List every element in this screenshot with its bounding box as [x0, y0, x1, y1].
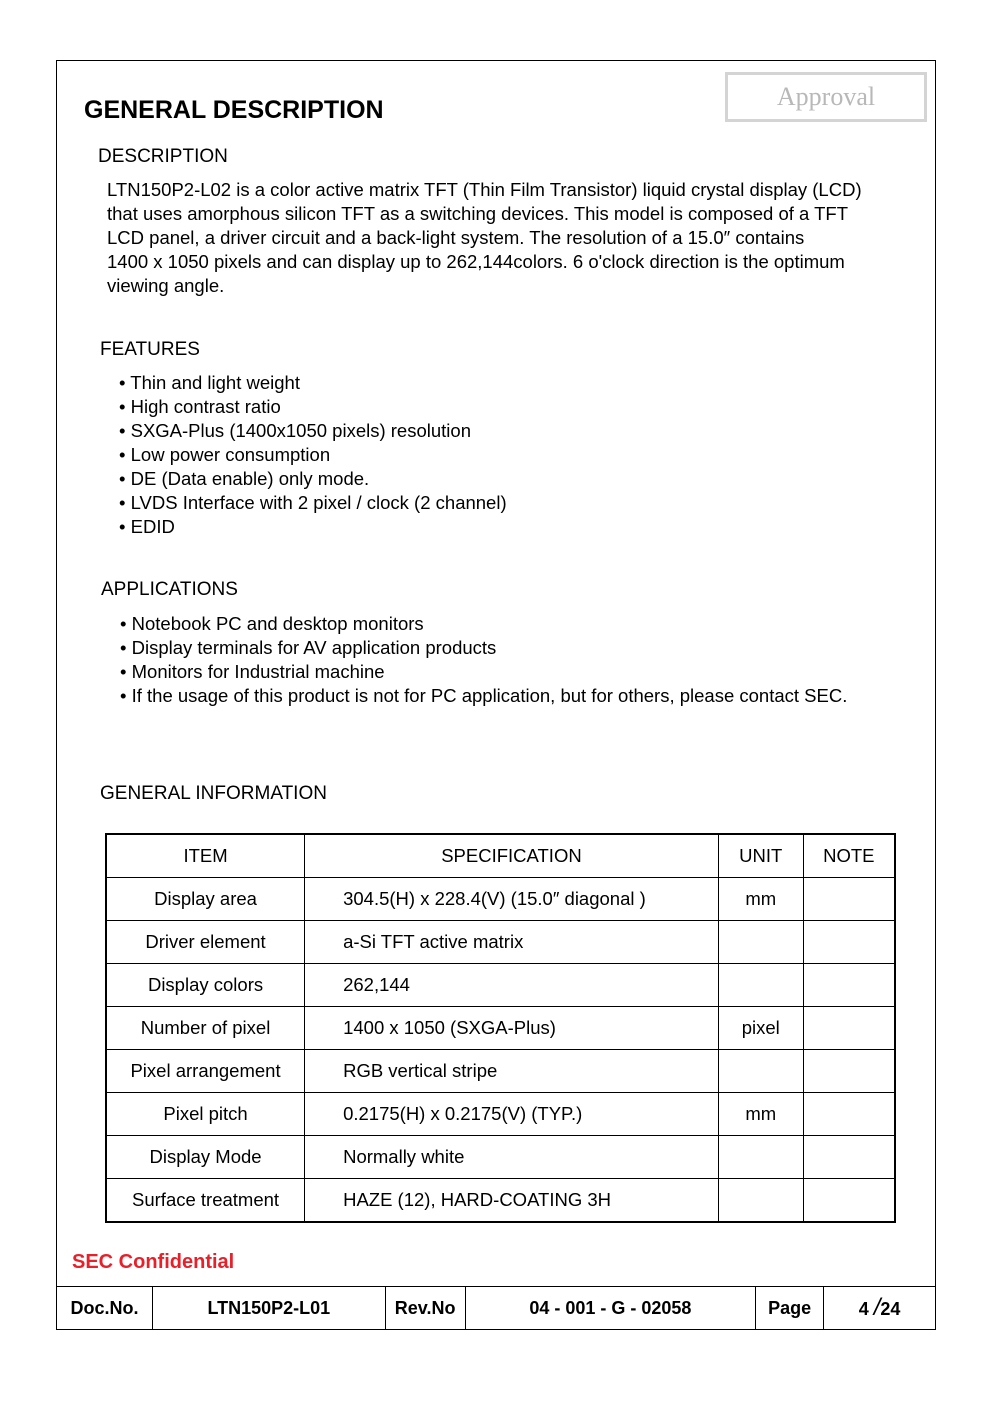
cell-unit: pixel — [718, 1007, 803, 1050]
rev-no-label: Rev.No — [385, 1287, 465, 1330]
list-item: • Low power consumption — [119, 444, 331, 465]
list-item: • Display terminals for AV application products — [120, 637, 497, 658]
cell-spec: 1400 x 1050 (SXGA-Plus) — [305, 1007, 719, 1050]
cell-note — [803, 1136, 895, 1179]
header-item: ITEM — [106, 834, 305, 878]
cell-note — [803, 921, 895, 964]
cell-item: Number of pixel — [106, 1007, 305, 1050]
cell-spec: a-Si TFT active matrix — [305, 921, 719, 964]
header-spec: SPECIFICATION — [305, 834, 719, 878]
list-item: • Notebook PC and desktop monitors — [120, 613, 424, 634]
confidential-label: SEC Confidential — [72, 1251, 235, 1273]
cell-item: Driver element — [106, 921, 305, 964]
footer-row — [57, 1287, 936, 1330]
page-number — [824, 1287, 936, 1330]
list-item: • SXGA-Plus (1400x1050 pixels) resolution — [119, 420, 471, 441]
table-row — [106, 1136, 895, 1179]
cell-spec: Normally white — [305, 1136, 719, 1179]
cell-item: Display colors — [106, 964, 305, 1007]
cell-item: Surface treatment — [106, 1179, 305, 1223]
description-line: 1400 x 1050 pixels and can display up to 262,144colors. 6 o'clock direction is the optimum — [107, 251, 845, 272]
header-note: NOTE — [803, 834, 895, 878]
page-total: 24 — [880, 1299, 901, 1319]
cell-spec: 0.2175(H) x 0.2175(V) (TYP.) — [305, 1093, 719, 1136]
features-heading: FEATURES — [100, 339, 200, 360]
list-item: • DE (Data enable) only mode. — [119, 468, 370, 489]
list-item: • LVDS Interface with 2 pixel / clock (2 channel) — [119, 492, 507, 513]
cell-note — [803, 1007, 895, 1050]
list-item: • Monitors for Industrial machine — [120, 661, 385, 682]
header-unit: UNIT — [718, 834, 803, 878]
page-title: GENERAL DESCRIPTION — [84, 96, 384, 124]
cell-unit: mm — [718, 878, 803, 921]
description-paragraph — [107, 178, 932, 298]
cell-unit — [718, 921, 803, 964]
description-line: LTN150P2-L02 is a color active matrix TFT (Thin Film Transistor) liquid crystal display (LCD) — [107, 179, 862, 200]
page-current: 4 — [858, 1299, 869, 1319]
cell-note — [803, 964, 895, 1007]
cell-note — [803, 878, 895, 921]
cell-item: Display area — [106, 878, 305, 921]
approval-stamp: Approval — [725, 72, 927, 122]
description-line: viewing angle. — [107, 275, 225, 296]
general-info-table — [105, 833, 896, 1223]
cell-spec: HAZE (12), HARD-COATING 3H — [305, 1179, 719, 1223]
description-line: that uses amorphous silicon TFT as a switching devices. This model is composed of a TFT — [107, 203, 849, 224]
cell-item: Pixel pitch — [106, 1093, 305, 1136]
cell-spec: RGB vertical stripe — [305, 1050, 719, 1093]
features-list — [119, 371, 507, 539]
page-label: Page — [756, 1287, 824, 1330]
cell-unit — [718, 1050, 803, 1093]
cell-item: Pixel arrangement — [106, 1050, 305, 1093]
table-row — [106, 1007, 895, 1050]
doc-no-label: Doc.No. — [57, 1287, 153, 1330]
list-item: • EDID — [119, 516, 175, 537]
list-item: • High contrast ratio — [119, 396, 281, 417]
applications-heading: APPLICATIONS — [101, 579, 238, 600]
general-info-heading: GENERAL INFORMATION — [100, 783, 327, 804]
cell-unit — [718, 964, 803, 1007]
list-item: • Thin and light weight — [119, 372, 300, 393]
list-item: • If the usage of this product is not for PC application, but for others, please contact SEC. — [120, 685, 848, 706]
table-row — [106, 1179, 895, 1223]
footer-table — [56, 1286, 936, 1330]
rev-no-value: 04 - 001 - G - 02058 — [465, 1287, 756, 1330]
table-row — [106, 921, 895, 964]
cell-unit — [718, 1179, 803, 1223]
cell-item: Display Mode — [106, 1136, 305, 1179]
table-row — [106, 878, 895, 921]
cell-spec: 304.5(H) x 228.4(V) (15.0″ diagonal ) — [305, 878, 719, 921]
doc-no-value: LTN150P2-L01 — [152, 1287, 385, 1330]
description-heading: DESCRIPTION — [98, 146, 228, 167]
table-header-row — [106, 834, 895, 878]
cell-note — [803, 1050, 895, 1093]
cell-unit — [718, 1136, 803, 1179]
cell-unit: mm — [718, 1093, 803, 1136]
table-row — [106, 1093, 895, 1136]
description-line: LCD panel, a driver circuit and a back-light system. The resolution of a 15.0″ contains — [107, 227, 805, 248]
page-separator: / — [873, 1294, 881, 1321]
table-row — [106, 1050, 895, 1093]
cell-spec: 262,144 — [305, 964, 719, 1007]
table-row — [106, 964, 895, 1007]
cell-note — [803, 1093, 895, 1136]
applications-list — [120, 612, 847, 708]
cell-note — [803, 1179, 895, 1223]
